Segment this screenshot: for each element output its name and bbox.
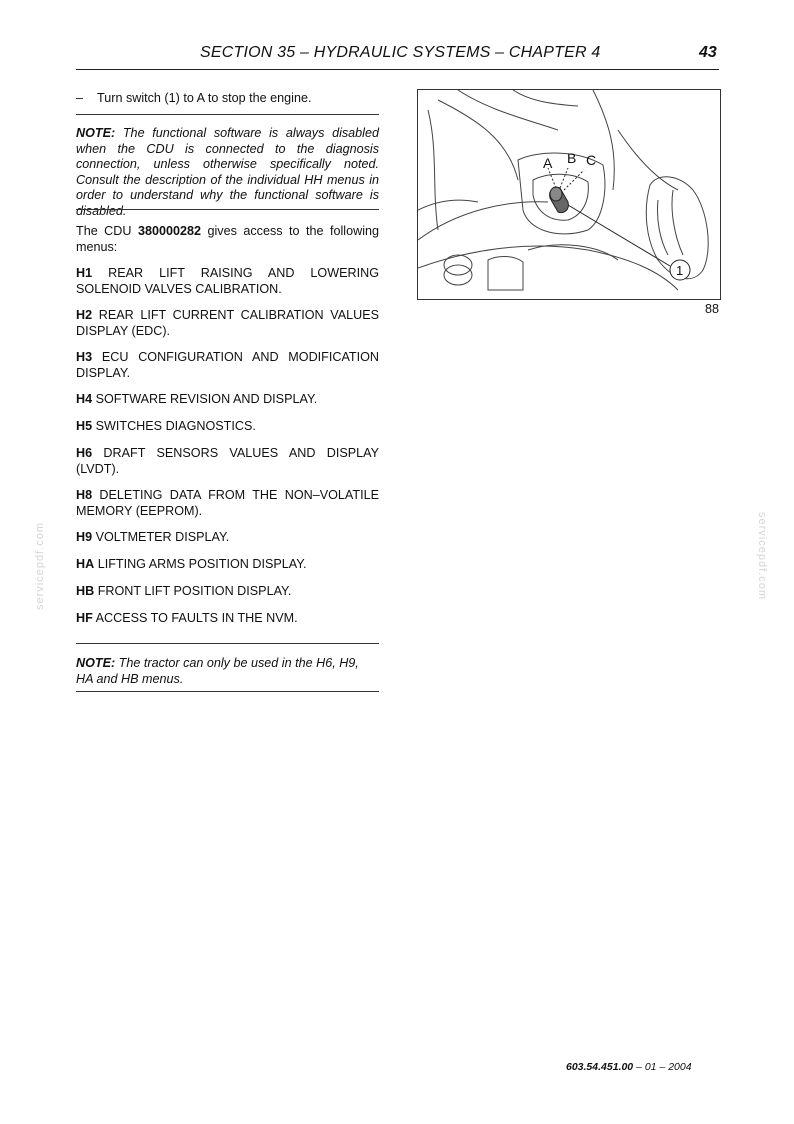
menu-code: H3 (76, 350, 93, 364)
document-code: 603.54.451.00 (566, 1061, 634, 1073)
panel-edge (458, 90, 558, 130)
ignition-switch-key (550, 187, 569, 213)
menu-text: ECU CONFIGURATION AND MODIFICATION DISPLAY. (76, 350, 379, 380)
divider (76, 643, 379, 644)
menu-text: ACCESS TO FAULTS IN THE NVM. (92, 611, 298, 625)
menu-item-h4 (76, 392, 379, 408)
document-date: 01 – 2004 (644, 1061, 692, 1073)
cdu-part-number: 380000282 (137, 224, 201, 238)
menu-text: DELETING DATA FROM THE NON–VOLATILE MEMORY (EEPROM). (76, 488, 379, 518)
menu-item-h8 (76, 488, 379, 519)
divider (76, 209, 379, 210)
watermark-left: servicepdf.com (33, 522, 46, 610)
note-tractor-usage (76, 656, 379, 687)
menu-item-h1 (76, 266, 379, 297)
panel-edge (428, 110, 438, 230)
page-footer (566, 1061, 692, 1073)
menu-text: VOLTMETER DISPLAY. (92, 530, 230, 544)
note-text: The functional software is always disabled when the CDU is connected to the diagnosis connection, unless otherwise specifically noted. Consult the description of the individual HH menus in order to understand why the functional software is disabled. (76, 126, 379, 218)
note-label: NOTE: (76, 656, 116, 670)
dashboard-curve (528, 245, 618, 260)
menu-text: FRONT LIFT POSITION DISPLAY. (94, 584, 292, 598)
note-software-disabled (76, 126, 379, 219)
lever-grip-line (672, 190, 683, 255)
menu-item-h9 (76, 530, 379, 546)
divider (76, 691, 379, 692)
divider (76, 114, 379, 115)
callout-number: 1 (676, 263, 684, 278)
menu-code: H9 (76, 530, 93, 544)
lever-grip-line (657, 200, 668, 255)
menu-text: SOFTWARE REVISION AND DISPLAY. (92, 392, 318, 406)
menu-item-ha (76, 557, 379, 573)
dashboard-curve (418, 246, 678, 290)
menu-text: SWITCHES DIAGNOSTICS. (92, 419, 256, 433)
menu-item-h5 (76, 419, 379, 435)
menu-item-h6 (76, 446, 379, 477)
step-text: Turn switch (1) to A to stop the engine. (97, 91, 312, 105)
menu-item-h2 (76, 308, 379, 339)
menu-code: H8 (76, 488, 93, 502)
menu-code: H2 (76, 308, 93, 322)
position-arrows (548, 168, 584, 190)
step-dash: – (76, 91, 84, 105)
header-divider (76, 69, 719, 70)
panel-edge (618, 130, 678, 190)
menu-code: H1 (76, 266, 93, 280)
page-number: 43 (699, 44, 717, 61)
panel-edge (438, 100, 518, 180)
position-label-b: B (567, 150, 577, 166)
knob-base (488, 256, 523, 290)
figure-88-switch-illustration (417, 89, 721, 300)
menu-item-hf (76, 611, 379, 627)
menu-text: REAR LIFT CURRENT CALIBRATION VALUES DISPLAY (EDC). (76, 308, 379, 338)
section-title: SECTION 35 – HYDRAULIC SYSTEMS – CHAPTER 4 (200, 44, 601, 61)
menu-code: HB (76, 584, 95, 598)
menu-code: H5 (76, 419, 93, 433)
panel-edge (593, 90, 614, 190)
menu-text: LIFTING ARMS POSITION DISPLAY. (94, 557, 307, 571)
menu-code: H4 (76, 392, 93, 406)
position-label-c: C (586, 152, 597, 168)
note-label: NOTE: (76, 126, 116, 140)
figure-number: 88 (705, 302, 720, 316)
panel-edge (513, 90, 578, 106)
callout-leader (568, 205, 670, 266)
watermark-right: servicepdf.com (755, 512, 768, 600)
note-text: The tractor can only be used in the H6, H9, HA and HB menus. (76, 656, 359, 686)
menu-code: HF (76, 611, 93, 625)
intro-paragraph (76, 224, 379, 255)
menu-item-hb (76, 584, 379, 600)
menu-text: REAR LIFT RAISING AND LOWERING SOLENOID VALVES CALIBRATION. (76, 266, 379, 296)
menu-item-h3 (76, 350, 379, 381)
step-instruction (76, 91, 379, 107)
switch-illustration (418, 90, 720, 299)
position-label-a: A (543, 155, 553, 171)
menu-code: HA (76, 557, 95, 571)
footer-separator: – (633, 1061, 645, 1073)
menu-text: DRAFT SENSORS VALUES AND DISPLAY (LVDT). (76, 446, 379, 476)
intro-prefix: The CDU (76, 224, 138, 238)
intro-suffix: gives access to the following menus: (76, 224, 380, 254)
dashboard-curve (418, 200, 478, 210)
menu-code: H6 (76, 446, 93, 460)
